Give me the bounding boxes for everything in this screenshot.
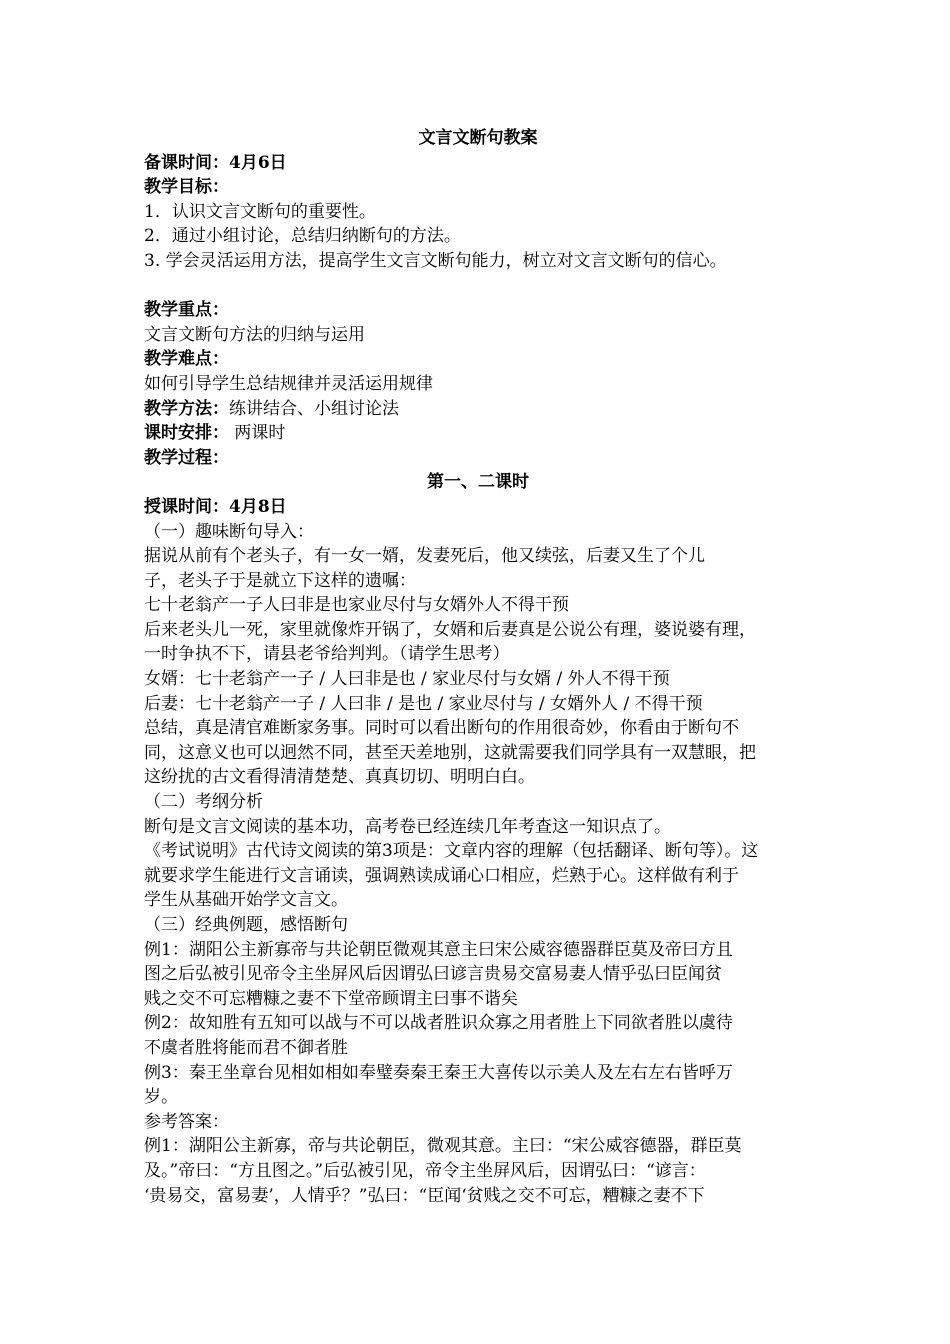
prep-time: 备课时间：4月6日: [144, 152, 287, 173]
body-line: 后来老头儿一死，家里就像炸开锅了，女婿和后妻真是公说公有理，婆说婆有理，: [144, 619, 756, 640]
body-line: 后妻：七十老翁产一子 / 人曰非 / 是也 / 家业尽付与 / 女婿外人 / 不得干预: [144, 693, 703, 714]
body-line: 例1：湖阳公主新寡，帝与共论朝臣，微观其意。主曰：“宋公威容德器，群臣莫: [144, 1136, 742, 1157]
value: 两课时: [229, 423, 286, 444]
goal-item: 3. 学会灵活运用方法，提高学生文言文断句能力，树立对文言文断句的信心。: [144, 250, 727, 271]
body-line: 女婿：七十老翁产一子 / 人曰非是也 / 家业尽付与女婿 / 外人不得干预: [144, 669, 670, 690]
teaching-method: [144, 397, 812, 422]
teach-time: 授课时间：4月8日: [144, 496, 287, 517]
body-line: 子，老头子于是就立下这样的遗嘱：: [144, 570, 416, 591]
process-heading: 教学过程：: [144, 447, 229, 468]
goal-item: 2．通过小组讨论，总结归纳断句的方法。: [144, 226, 461, 247]
body-line: 不虞者胜将能而君不御者胜: [144, 1037, 348, 1058]
body-line: 岁。: [144, 1087, 178, 1108]
body-line: 例2：故知胜有五知可以战与不可以战者胜识众寡之用者胜上下同欲者胜以虞待: [144, 1013, 733, 1034]
blank-line: [144, 274, 812, 299]
difficulty-text: 如何引导学生总结规律并灵活运用规律: [144, 373, 433, 394]
body-line: 总结，真是清官难断家务事。同时可以看出断句的作用很奇妙，你看由于断句不: [144, 718, 739, 739]
value: 练讲结合、小组讨论法: [229, 398, 399, 419]
body-line: （三）经典例题，感悟断句: [144, 915, 348, 935]
body-line: 七十老翁产一子人曰非是也家业尽付与女婿外人不得干预: [144, 595, 569, 616]
body-line: 一时争执不下，请县老爷给判判。（请学生思考）: [144, 644, 510, 665]
difficulty-heading: 教学难点：: [144, 349, 229, 370]
body-line: 例3：秦王坐章台见相如相如奉璧奏秦王秦王大喜传以示美人及左右左右皆呼万: [144, 1062, 733, 1083]
session-title: 第一、二课时: [427, 472, 529, 493]
body-line: 据说从前有个老头子，有一女一婿，发妻死后，他又续弦，后妻又生了个儿: [144, 546, 705, 567]
body-line: 学生从基础开始学文言文。: [144, 890, 348, 911]
focus-heading: 教学重点：: [144, 300, 229, 321]
body-line: 就要求学生能进行文言诵读，强调熟读成诵心口相应，烂熟于心。这样做有利于: [144, 865, 739, 886]
document-title: 文言文断句教案: [418, 128, 538, 148]
goals-heading: 教学目标：: [144, 177, 229, 198]
body-line: 参考答案：: [144, 1111, 229, 1132]
document-body: [144, 126, 812, 1208]
goal-item: 1．认识文言文断句的重要性。: [144, 201, 376, 222]
focus-text: 文言文断句方法的归纳与运用: [144, 324, 365, 345]
body-lines: [144, 520, 812, 1209]
body-line: （二）考纲分析: [144, 792, 263, 813]
body-line: ‘贵易交，富易妻’，人情乎？”弘曰：“臣闻‘贫贱之交不可忘，糟糠之妻不下: [144, 1185, 705, 1206]
body-line: 贱之交不可忘糟糠之妻不下堂帝顾谓主曰事不谐矣: [144, 988, 518, 1009]
body-line: 图之后弘被引见帝令主坐屏风后因谓弘曰谚言贵易交富易妻人情乎弘曰臣闻贫: [144, 964, 722, 985]
body-line: 同，这意义也可以迥然不同，甚至天差地别，这就需要我们同学具有一双慧眼，把: [144, 742, 756, 763]
body-line: 这纷扰的古文看得清清楚楚、真真切切、明明白白。: [144, 767, 535, 788]
body-line: 例1：湖阳公主新寡帝与共论朝臣微观其意主曰宋公威容德器群臣莫及帝曰方且: [144, 939, 733, 960]
label: 课时安排：: [144, 423, 229, 444]
schedule: [144, 421, 812, 446]
body-line: 断句是文言文阅读的基本功，高考卷已经连续几年考查这一知识点了。: [144, 816, 671, 837]
body-line: （一）趣味断句导入：: [144, 521, 314, 542]
label: 教学方法：: [144, 398, 229, 419]
body-line: 及。”帝曰：“方且图之。”后弘被引见，帝令主坐屏风后，因谓弘曰：“谚言：: [144, 1160, 706, 1181]
body-line: 《考试说明》古代诗文阅读的第3项是：文章内容的理解（包括翻译、断句等）。这: [144, 841, 759, 862]
